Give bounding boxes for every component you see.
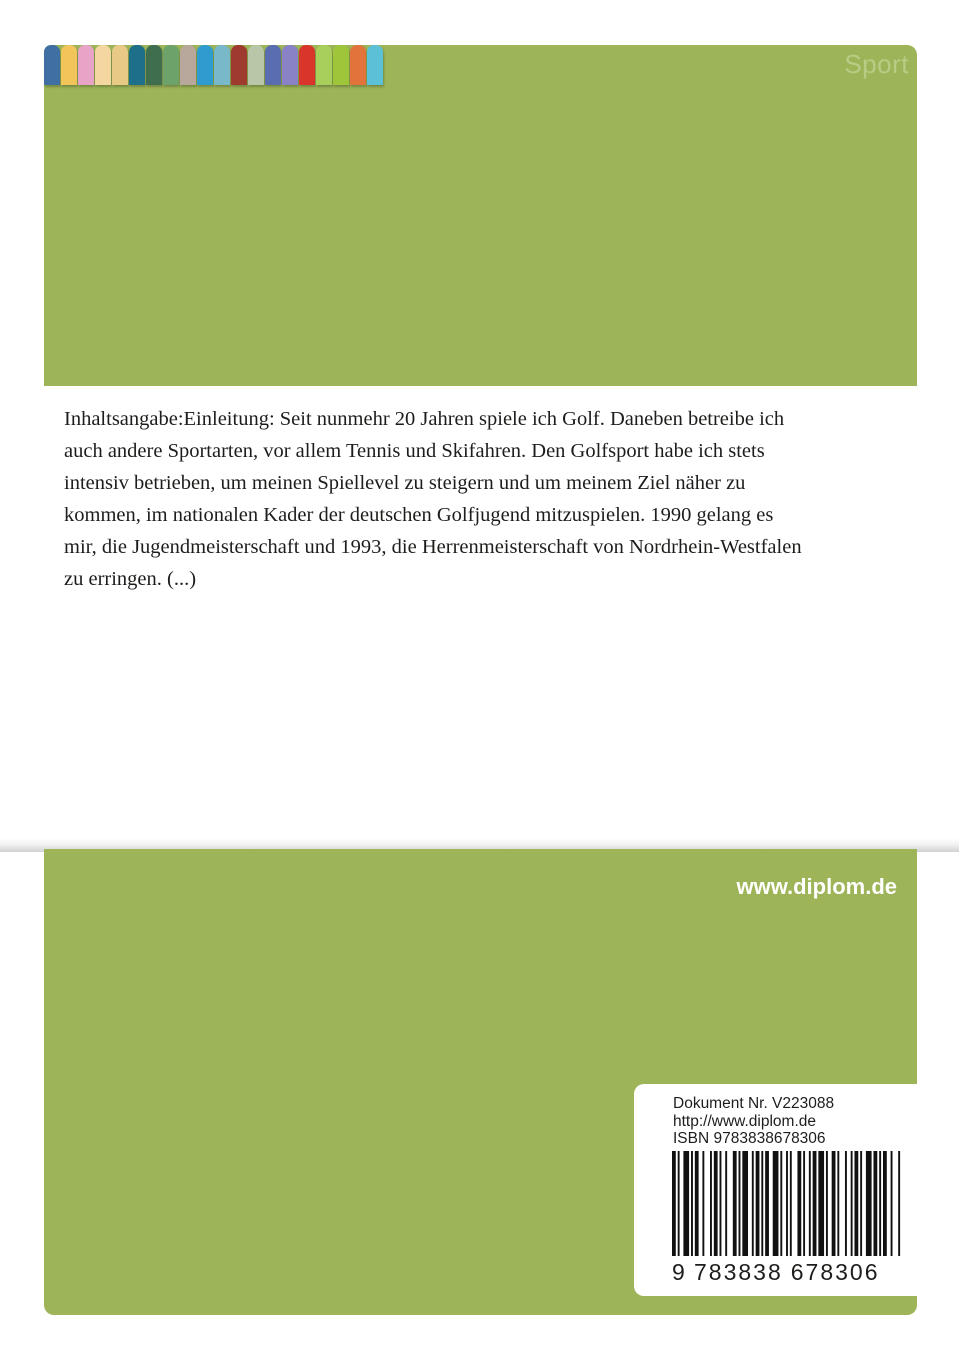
- barcode-bar: [710, 1151, 712, 1269]
- abstract-line: kommen, im nationalen Kader der deutschen Golfjugend mitzuspielen. 1990 gelang es: [64, 504, 774, 526]
- color-tab: [316, 45, 332, 85]
- barcode-bar: [691, 1151, 693, 1269]
- color-tab: [78, 45, 94, 85]
- publisher-url: www.diplom.de: [736, 874, 897, 899]
- color-tab: [367, 45, 383, 85]
- barcode-bar: [702, 1151, 704, 1269]
- barcode-first-digit: 9: [672, 1259, 685, 1285]
- barcode-bar: [683, 1151, 689, 1269]
- barcode-bar: [773, 1151, 779, 1269]
- barcode-bar: [672, 1151, 676, 1269]
- abstract-text: [64, 403, 884, 595]
- barcode-bar: [866, 1151, 872, 1269]
- color-tab: [333, 45, 349, 85]
- barcode-bar: [854, 1151, 858, 1269]
- barcode-bar: [818, 1151, 824, 1269]
- barcode-bar: [826, 1151, 828, 1269]
- document-website: http://www.diplom.de: [673, 1112, 817, 1130]
- color-tab: [214, 45, 230, 85]
- color-tab: [265, 45, 281, 85]
- category-label: Sport: [844, 49, 909, 79]
- barcode-bar: [837, 1151, 839, 1269]
- barcode-bar: [797, 1151, 801, 1269]
- color-tab: [248, 45, 264, 85]
- barcode-bar: [832, 1151, 836, 1269]
- color-tab: [282, 45, 298, 85]
- barcode-bar: [742, 1151, 748, 1269]
- barcode-bar: [898, 1151, 900, 1269]
- barcode-bar: [786, 1151, 788, 1269]
- barcode-bar: [809, 1151, 811, 1269]
- color-tab: [299, 45, 315, 85]
- barcode-bar: [739, 1151, 741, 1269]
- barcode-bar: [725, 1151, 727, 1269]
- barcode: [672, 1151, 902, 1269]
- barcode-bar: [780, 1151, 782, 1269]
- barcode-bar: [714, 1151, 718, 1269]
- barcode-bar: [752, 1151, 754, 1269]
- color-tab: [61, 45, 77, 85]
- barcode-bar: [790, 1151, 792, 1269]
- barcode-bar: [891, 1151, 893, 1269]
- barcode-bar: [879, 1151, 881, 1269]
- barcode-bar: [873, 1151, 877, 1269]
- barcode-bar: [883, 1151, 887, 1269]
- barcode-bar: [803, 1151, 805, 1269]
- barcode-bar: [678, 1151, 680, 1269]
- color-tab: [231, 45, 247, 85]
- barcode-bar: [860, 1151, 862, 1269]
- abstract-line: mir, die Jugendmeisterschaft und 1993, die Herrenmeisterschaft von Nordrhein-Westfalen: [64, 536, 802, 558]
- color-tab: [112, 45, 128, 85]
- color-tab: [95, 45, 111, 85]
- color-tab: [146, 45, 162, 85]
- color-tabs: [44, 45, 384, 86]
- color-tab: [129, 45, 145, 85]
- barcode-bar: [845, 1151, 847, 1269]
- barcode-bar: [761, 1151, 763, 1269]
- barcode-bar: [765, 1151, 769, 1269]
- document-number: Dokument Nr. V223088: [673, 1095, 835, 1112]
- abstract-line: auch andere Sportarten, vor allem Tennis und Skifahren. Den Golfsport habe ich stets: [64, 440, 765, 462]
- abstract-line: intensiv betrieben, um meinen Spiellevel zu steigern und um meinem Ziel näher zu: [64, 472, 746, 494]
- barcode-bar: [695, 1151, 699, 1269]
- color-tab: [163, 45, 179, 85]
- color-tab: [350, 45, 366, 85]
- isbn-text: ISBN 9783838678306: [673, 1130, 826, 1147]
- cover-top-panel: [44, 45, 917, 386]
- color-tab: [44, 45, 60, 85]
- color-tab: [197, 45, 213, 85]
- barcode-bar: [720, 1151, 722, 1269]
- document-info: [673, 1095, 834, 1148]
- barcode-group-left: 783838: [694, 1259, 783, 1285]
- abstract-line: Inhaltsangabe:Einleitung: Seit nunmehr 20 Jahren spiele ich Golf. Daneben betreibe ich: [64, 408, 785, 430]
- barcode-bar: [813, 1151, 817, 1269]
- color-tab: [180, 45, 196, 85]
- document-info-box: [634, 1084, 917, 1296]
- abstract-line: zu erringen. (...): [64, 568, 197, 590]
- barcode-group-right: 678306: [790, 1259, 880, 1285]
- barcode-bar: [756, 1151, 760, 1269]
- barcode-bar: [851, 1151, 853, 1269]
- barcode-digits: [672, 1256, 902, 1286]
- barcode-bar: [733, 1151, 737, 1269]
